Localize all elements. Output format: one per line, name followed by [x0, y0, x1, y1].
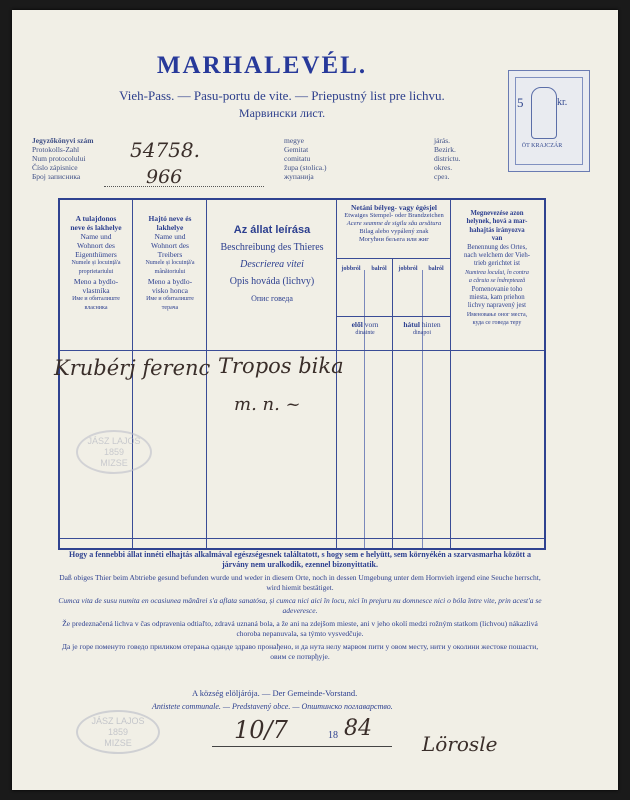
document-subtitle: Vieh-Pass. — Pasu-portu de vite. — Priepustný list pre lichvu.	[119, 88, 445, 103]
front-label-de: vorn	[364, 320, 379, 329]
handwritten-date: 10/7	[234, 716, 288, 744]
header-line: Именовање оног места,	[466, 311, 528, 318]
mark-right-front	[338, 266, 364, 273]
header-driver	[134, 214, 206, 313]
header-divider	[60, 350, 544, 351]
header-line: Acere seamne de sigilu său arsătura	[346, 220, 442, 227]
header-line: Etwaiges Stempel- oder Brandzeichen	[344, 212, 444, 219]
registry-label: Bezirk.	[434, 145, 456, 154]
mark-subdivider	[336, 258, 450, 259]
back-label-de: hinten	[421, 320, 441, 329]
stamp-text: ÖT KRAJCZÁR	[521, 143, 563, 149]
stamp-unit: kr.	[557, 97, 568, 108]
document-subtitle-cyrillic: Марвински лист.	[238, 106, 326, 120]
certificate-de: Daß obiges Thier beim Abtriebe gesund befunden wurde und weder in diesem Orte, noch in dessen Umgebung unter dem Hornvieh irgend eine Seuche herrscht, wird hiemit bestätiget.	[59, 573, 541, 592]
certificate-hu: Hogy a fennebbi állat innéti elhajtás alkalmával egészségesnek találtatott, s hogy sem e helyütt, sem környékén a szarvasmarha között a járvány nem uralkodik, ezennel bizonyittatik.	[69, 550, 531, 569]
header-line: Descrierea vitei	[240, 259, 304, 270]
certificate-ro: Cumca vita de susu numita en ocasiunea mânărei s'a aflata sanatósa, și cumca nici aici în locu, nici în prejuru nu domnesce nici o bóla între vite, prin acest'a se adeveresce.	[58, 596, 542, 615]
header-line: helynek, hová a mar-	[466, 218, 528, 226]
mark-right-back	[394, 266, 422, 273]
mark-back	[394, 320, 450, 338]
document-sheet	[12, 10, 618, 790]
header-line: van	[491, 235, 503, 243]
stamp-line: MIZSE	[100, 458, 128, 468]
certificate-sr: Да је горе поменуто говедо приликом отерања оданде здраво пронађено, и да нутa нелу марвом пити у овом месту, нити у околини жестоке пошасти, овим се потврђује.	[61, 642, 539, 661]
handwritten-owner: Krubérj ferenc	[54, 356, 211, 380]
registry-label: megye	[284, 136, 304, 145]
header-line: Megnevezése azon	[470, 210, 524, 217]
header-line: власника	[84, 305, 108, 311]
signature-caption-2: Antistete communale. — Predstavený obce. — Општинско поглаварство.	[152, 702, 393, 711]
mark-label: jobbról	[341, 266, 361, 272]
mark-left-front	[366, 266, 392, 273]
header-line: Benennung des Ortes,	[467, 243, 527, 251]
header-line: a căruia se îndreptează	[468, 278, 526, 285]
registry-label: districtu.	[434, 154, 461, 163]
document-title: MARHALEVÉL.	[156, 52, 368, 79]
front-label: elől	[351, 320, 363, 329]
registry-number: 54758.	[130, 138, 200, 162]
stamp-line: 1859	[103, 447, 125, 457]
registry-label: Jegyzőkönyvi szám	[32, 136, 94, 145]
header-line: Name und	[80, 232, 112, 241]
registry-label: okres.	[434, 163, 453, 172]
header-line: терача	[161, 305, 179, 311]
handwritten-description: Tropos bika	[218, 354, 344, 378]
header-line: Beschreibung des Thieres	[220, 242, 324, 253]
header-description	[208, 222, 336, 307]
registry-left-labels	[32, 136, 93, 181]
mark-front	[338, 320, 392, 338]
registry-mid-labels	[284, 136, 326, 181]
handwritten-signature: Lörosle	[422, 732, 498, 756]
header-line: Могућни бељега или жиг	[359, 236, 429, 243]
header-line: trieb gerichtet ist	[473, 260, 521, 268]
certificate-sk: Že predeznačená lichva v čas odpravenia odtiaľto, zdravá uznaná bola, a že ani na zdejšom mieste, ani v jeho okolí medzi rožným statkom (lichvou) nákazlivá choroba nepanuvala, sa týmto vysvedčuje.	[62, 619, 538, 638]
header-line: Netáni bélyeg- vagy égésjel	[350, 203, 438, 212]
header-line: proprietariului	[78, 269, 114, 275]
stamp-line: MIZSE	[104, 738, 132, 748]
health-certificate	[58, 550, 542, 662]
header-line: Опис говеда	[251, 294, 293, 303]
handwritten-description-2: m. n. ~	[234, 394, 301, 415]
header-line: nach welchem der Vieh-	[463, 252, 531, 260]
header-line: lakhelye	[156, 223, 184, 232]
header-line: vlastníka	[82, 286, 110, 295]
front-label-ro: dinainte	[355, 330, 375, 336]
header-line: Az állat leírása	[233, 224, 311, 236]
mark-label: balról	[371, 266, 387, 272]
header-line: Pomenovanie toho	[471, 285, 523, 293]
registry-label: járás.	[434, 136, 451, 145]
registry-label: comitatu	[284, 154, 311, 163]
header-line: Име и обиталиште	[72, 296, 120, 302]
registry-label: Gemitat	[284, 145, 309, 154]
header-line: mânătoriului	[154, 269, 186, 275]
mark-left-back	[422, 266, 450, 273]
date-line	[212, 746, 392, 747]
header-line: Eigenthümers	[75, 250, 117, 259]
back-label-ro: dinapoi	[413, 330, 431, 336]
header-line: Meno a bydlo-	[73, 277, 119, 286]
round-stamp-upper	[76, 430, 152, 474]
stamp-line: JÁSZ LAJOS	[91, 716, 145, 726]
header-line: neve és lakhelye	[70, 223, 122, 232]
registry-label: Num protocolului	[32, 154, 86, 163]
header-line: Opis hováda (lichvy)	[229, 276, 315, 287]
mark-label: balról	[428, 266, 444, 272]
registry-label: жупанија	[284, 172, 314, 181]
header-line: Meno a bydlo-	[147, 277, 193, 286]
registry-right-labels	[434, 136, 460, 181]
header-line: Numele și locuință'a	[145, 260, 195, 266]
header-line: Numirea locului, în contra	[465, 269, 529, 276]
header-destination	[452, 210, 542, 328]
header-line: Hajtó neve és	[148, 214, 192, 223]
registry-label: срез.	[434, 172, 450, 181]
header-line: miesta, kam priehon	[469, 294, 525, 302]
year-prefix: 18	[328, 730, 338, 741]
header-line: Име и обиталиште	[146, 296, 194, 302]
revenue-stamp	[508, 70, 590, 172]
registry-underline	[104, 186, 264, 187]
mark-subdivider-2	[336, 316, 450, 317]
header-marks	[338, 204, 450, 244]
header-owner	[60, 214, 132, 313]
stamp-value: 5	[517, 95, 524, 110]
stamp-line: 1859	[107, 727, 129, 737]
registry-label: Protokolls-Zahl	[32, 145, 80, 154]
round-stamp-lower	[76, 710, 160, 754]
registry-label: župa (stolica.)	[284, 163, 327, 172]
header-line: Name und	[154, 232, 186, 241]
registry-label: Číslo zápisnice	[32, 163, 78, 172]
header-line: Wohnort des	[151, 241, 189, 250]
mark-label: jobbról	[398, 266, 418, 272]
registry-label: Број записника	[32, 172, 81, 181]
header-line: Numele și locuință'a	[71, 260, 121, 266]
header-line: lichvy napravený jest	[467, 302, 527, 310]
handwritten-year: 84	[344, 716, 372, 741]
header-line: hahajtás irányozva	[469, 226, 525, 234]
signature-caption: A község elöljárója. — Der Gemeinde-Vorstand.	[192, 688, 358, 698]
header-line: Wohnort des	[77, 241, 115, 250]
back-label: hátul	[403, 320, 421, 329]
header-line: Treibers	[157, 250, 183, 259]
header-line: visko honca	[151, 286, 189, 295]
registry-number-2: 966	[146, 166, 183, 188]
header-line: A tulajdonos	[75, 214, 117, 223]
table-bottom	[60, 538, 544, 539]
stamp-line: JÁSZ LAJOS	[87, 436, 141, 446]
header-line: Bilag alebo vypálený znak	[359, 228, 429, 235]
coat-of-arms-icon	[531, 87, 557, 139]
header-line: куда се говеда теру	[472, 320, 522, 327]
